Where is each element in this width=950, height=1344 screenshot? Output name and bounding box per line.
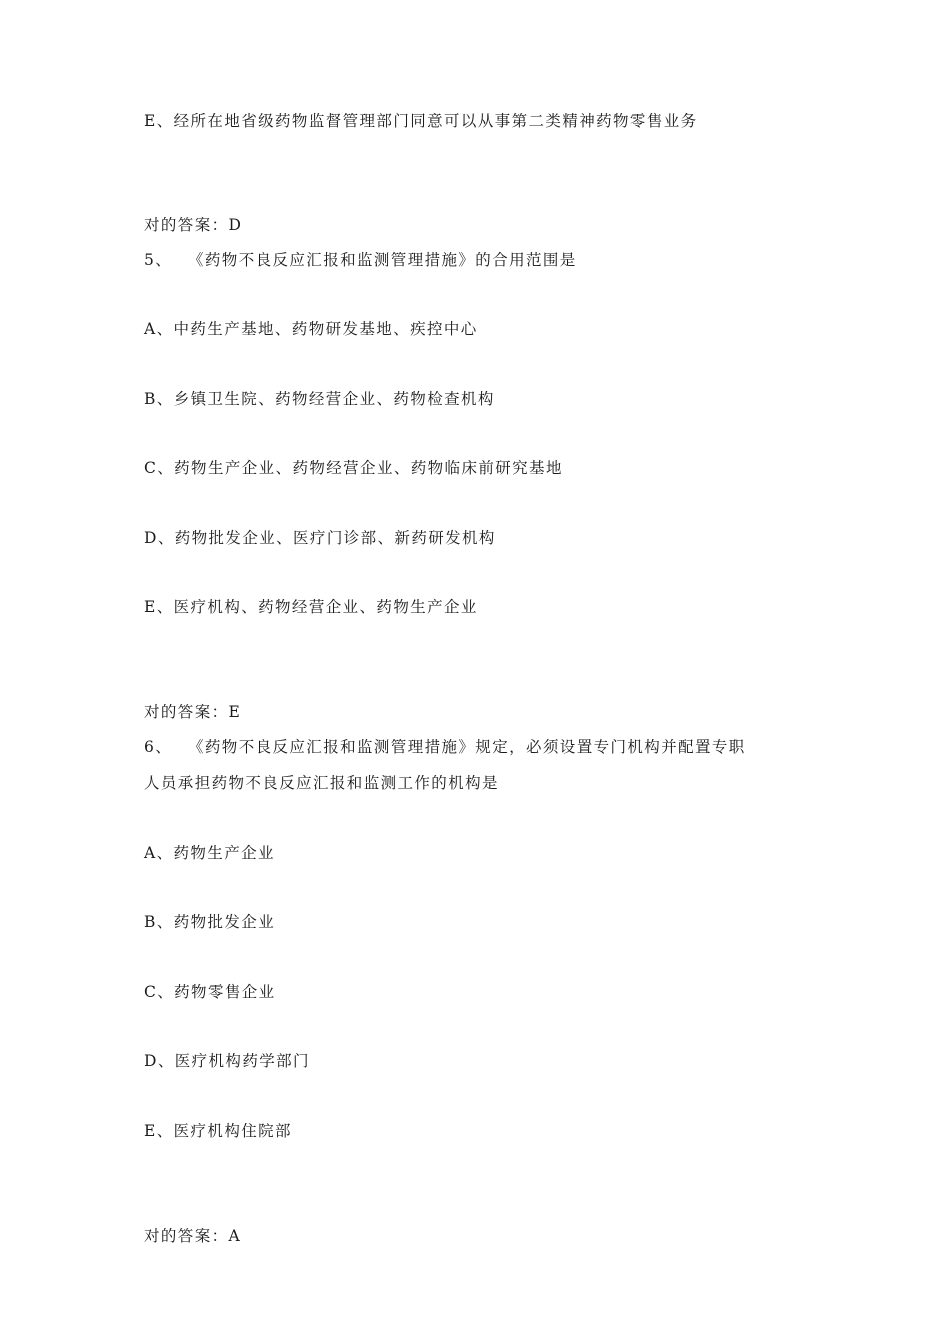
- question-5-option-d: D、药物批发企业、医疗门诊部、新药研发机构: [144, 529, 496, 547]
- prev-question-option-e: E、经所在地省级药物监督管理部门同意可以从事第二类精神药物零售业务: [144, 112, 698, 130]
- question-6-option-a: A、药物生产企业: [144, 844, 275, 862]
- question-6-option-b: B、药物批发企业: [144, 913, 276, 931]
- prev-question-answer: 对的答案：D: [144, 216, 243, 234]
- question-6-option-d: D、医疗机构药学部门: [144, 1052, 310, 1070]
- question-5-option-b: B、乡镇卫生院、药物经营企业、药物检查机构: [144, 390, 495, 408]
- question-5-stem-line: [144, 250, 577, 270]
- question-5-answer: 对的答案：E: [144, 703, 242, 721]
- question-6-option-e: E、医疗机构住院部: [144, 1122, 292, 1140]
- question-5-number: 5、: [144, 251, 173, 269]
- question-5-stem: 《药物不良反应汇报和监测管理措施》的合用范围是: [188, 251, 577, 269]
- question-6-stem-line-2: 人员承担药物不良反应汇报和监测工作的机构是: [144, 774, 499, 792]
- question-6-stem-line-1: [144, 737, 746, 757]
- question-6-number: 6、: [144, 738, 173, 756]
- question-5-option-a: A、中药生产基地、药物研发基地、疾控中心: [144, 320, 478, 338]
- question-6-answer: 对的答案：A: [144, 1227, 242, 1245]
- question-5-option-c: C、药物生产企业、药物经营企业、药物临床前研究基地: [144, 459, 563, 477]
- question-6-stem-first: 《药物不良反应汇报和监测管理措施》规定，必须设置专门机构并配置专职: [188, 738, 746, 756]
- question-5-option-e: E、医疗机构、药物经营企业、药物生产企业: [144, 598, 478, 616]
- question-6-option-c: C、药物零售企业: [144, 983, 276, 1001]
